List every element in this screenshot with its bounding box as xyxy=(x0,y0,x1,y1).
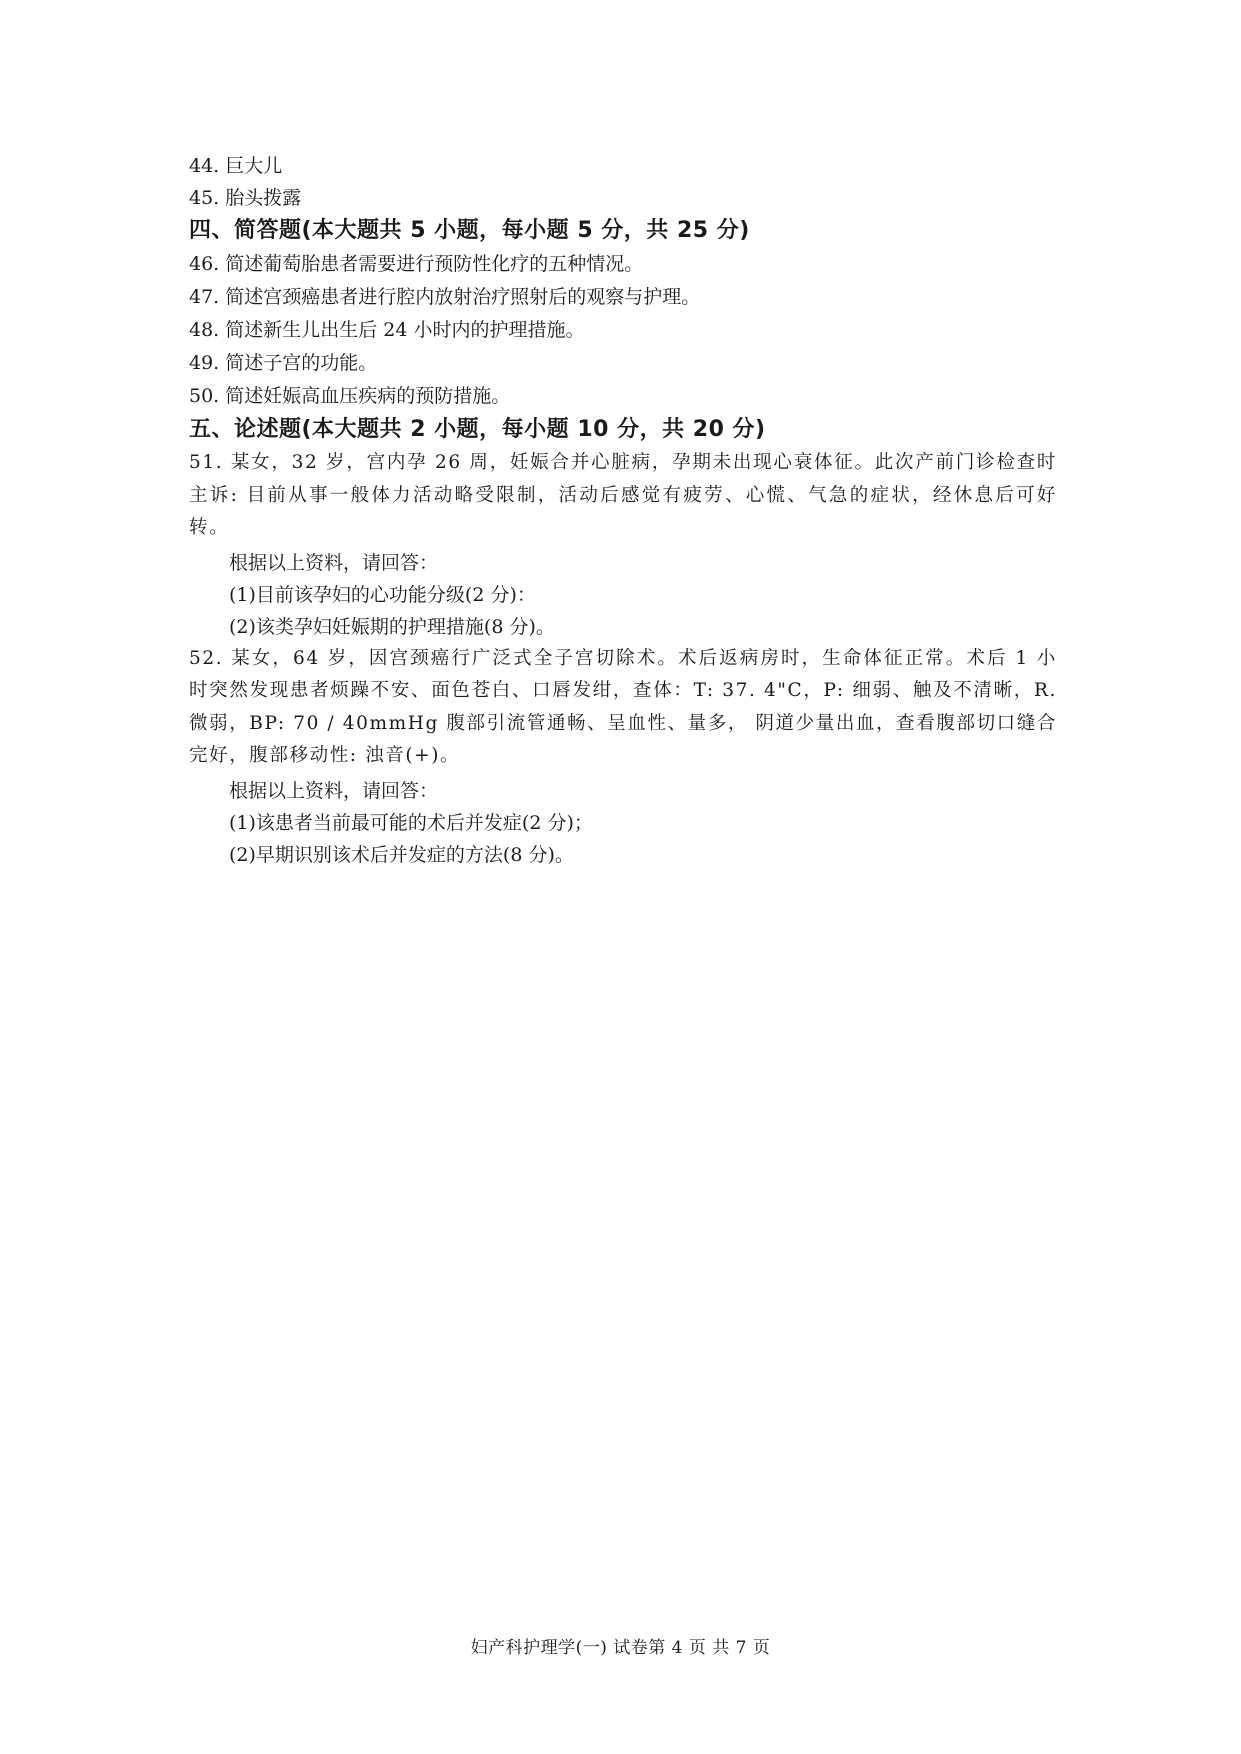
question-51-sub-1: (1)目前该孕妇的心功能分级(2 分)： xyxy=(229,583,536,606)
question-45: 45. 胎头拨露 xyxy=(189,187,302,209)
question-51-sub-2: (2)该类孕妇妊娠期的护理措施(8 分)。 xyxy=(229,615,555,638)
question-52-prompt: 根据以上资料，请回答： xyxy=(229,779,439,802)
page-footer: 妇产科护理学(一) 试卷第 4 页 共 7 页 xyxy=(470,1638,771,1658)
question-52-sub-2: (2)早期识别该术后并发症的方法(8 分)。 xyxy=(229,843,574,866)
question-52-body: 52. 某女，64 岁，因宫颈癌行广泛式全子宫切除术。术后返病房时，生命体征正常。术后 1 小时突然发现患者烦躁不安、面色苍白、口唇发绀，查体：T: 37. 4"C，P: 细弱、触及不清晰，R. 微弱，BP: 70 / 40mmHg 腹部引流管通畅、呈血性、量多， 阴道少量出血，查看腹部切口缝合完好，腹部移动性: 浊音(+)。 xyxy=(189,647,1057,766)
question-52-sub-1: (1)该患者当前最可能的术后并发症(2 分)； xyxy=(229,811,593,834)
question-47: 47. 简述宫颈癌患者进行腔内放射治疗照射后的观察与护理。 xyxy=(189,286,701,308)
question-51-prompt: 根据以上资料，请回答： xyxy=(229,551,439,574)
question-51-body: 51. 某女，32 岁，宫内孕 26 周，妊娠合并心脏病，孕期未出现心衰体征。此次产前门诊检查时主诉: 目前从事一般体力活动略受限制，活动后感觉有疲劳、心慌、气急的症状，经休息后可好转。 xyxy=(189,452,1057,538)
question-44: 44. 巨大儿 xyxy=(189,155,283,177)
exam-content xyxy=(189,150,1057,871)
question-49: 49. 简述子宫的功能。 xyxy=(189,352,378,374)
question-48: 48. 简述新生儿出生后 24 小时内的护理措施。 xyxy=(189,319,585,341)
question-50: 50. 简述妊娠高血压疾病的预防措施。 xyxy=(189,385,511,407)
section-5-heading: 五、论述题(本大题共 2 小题，每小题 10 分，共 20 分) xyxy=(189,417,766,442)
section-4-heading: 四、简答题(本大题共 5 小题，每小题 5 分，共 25 分) xyxy=(189,218,750,243)
question-46: 46. 简述葡萄胎患者需要进行预防性化疗的五种情况。 xyxy=(189,253,644,275)
